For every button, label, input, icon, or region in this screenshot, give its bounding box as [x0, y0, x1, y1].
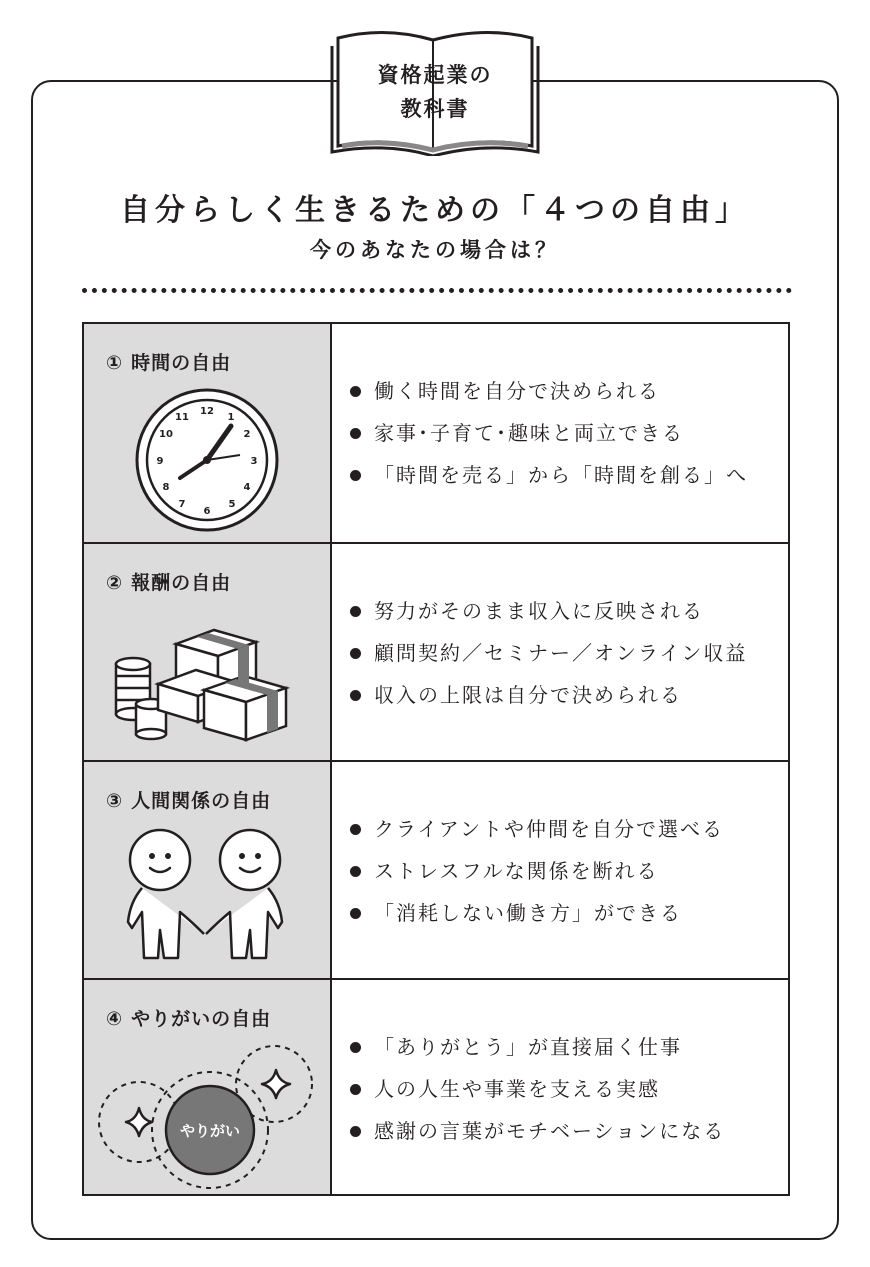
- bullet-cell: [332, 762, 788, 978]
- book-title-line-1: 資格起業の: [377, 63, 493, 87]
- svg-text:5: 5: [228, 499, 236, 510]
- svg-text:4: 4: [243, 482, 251, 493]
- list-item: 家事･子育て･趣味と両立できる: [348, 412, 748, 454]
- category-number: ④: [106, 1008, 124, 1030]
- table-row: [84, 760, 788, 978]
- category-cell: [84, 324, 332, 542]
- book-title: [355, 58, 515, 126]
- bullet-list: [348, 590, 747, 716]
- list-item: 「消耗しない働き方」ができる: [348, 892, 724, 934]
- svg-text:7: 7: [178, 499, 186, 510]
- category-number: ③: [106, 790, 124, 812]
- table-row: [84, 324, 788, 542]
- dotted-divider: [82, 288, 792, 293]
- list-item: クライアントや仲間を自分で選べる: [348, 808, 724, 850]
- list-item: ストレスフルな関係を断れる: [348, 850, 724, 892]
- bullet-list: [348, 1026, 725, 1152]
- svg-text:11: 11: [175, 412, 189, 423]
- freedom-table: [82, 322, 790, 1196]
- svg-text:6: 6: [203, 506, 211, 517]
- clock-icon: [84, 324, 332, 542]
- book-title-line-2: 教科書: [400, 97, 470, 121]
- list-item: 「時間を売る」から「時間を創る」へ: [348, 454, 748, 496]
- sparkle-icon: [84, 980, 332, 1196]
- list-item: 人の人生や事業を支える実感: [348, 1068, 725, 1110]
- svg-text:9: 9: [156, 456, 164, 467]
- list-item: 感謝の言葉がモチベーションになる: [348, 1110, 725, 1152]
- bullet-cell: [332, 980, 788, 1194]
- svg-text:2: 2: [243, 429, 251, 440]
- category-label: 人間関係の自由: [131, 790, 272, 812]
- svg-text:1: 1: [227, 412, 235, 423]
- list-item: 働く時間を自分で決められる: [348, 370, 748, 412]
- bullet-cell: [332, 324, 788, 542]
- svg-text:12: 12: [200, 406, 214, 417]
- list-item: 収入の上限は自分で決められる: [348, 674, 747, 716]
- money-icon: [84, 544, 332, 762]
- category-cell: [84, 762, 332, 978]
- category-cell: [84, 980, 332, 1194]
- handshake-icon: [84, 762, 332, 980]
- table-row: [84, 542, 788, 760]
- bullet-cell: [332, 544, 788, 760]
- page-subtitle: 今のあなたの場合は？: [310, 238, 560, 262]
- list-item: 努力がそのまま収入に反映される: [348, 590, 747, 632]
- bullet-list: [348, 808, 724, 934]
- svg-text:3: 3: [250, 456, 258, 467]
- category-label: やりがいの自由: [131, 1008, 272, 1030]
- category-cell: [84, 544, 332, 760]
- category-number: ①: [106, 352, 124, 374]
- list-item: 「ありがとう」が直接届く仕事: [348, 1026, 725, 1068]
- svg-text:8: 8: [162, 482, 170, 493]
- category-label: 報酬の自由: [131, 572, 232, 594]
- svg-text:10: 10: [159, 429, 173, 440]
- page-title: 自分らしく生きるための「４つの自由」: [120, 193, 750, 228]
- category-label: 時間の自由: [131, 352, 232, 374]
- badge-label: やりがい: [179, 1122, 241, 1140]
- bullet-list: [348, 370, 748, 496]
- category-number: ②: [106, 572, 124, 594]
- list-item: 顧問契約／セミナー／オンライン収益: [348, 632, 747, 674]
- table-row: [84, 978, 788, 1194]
